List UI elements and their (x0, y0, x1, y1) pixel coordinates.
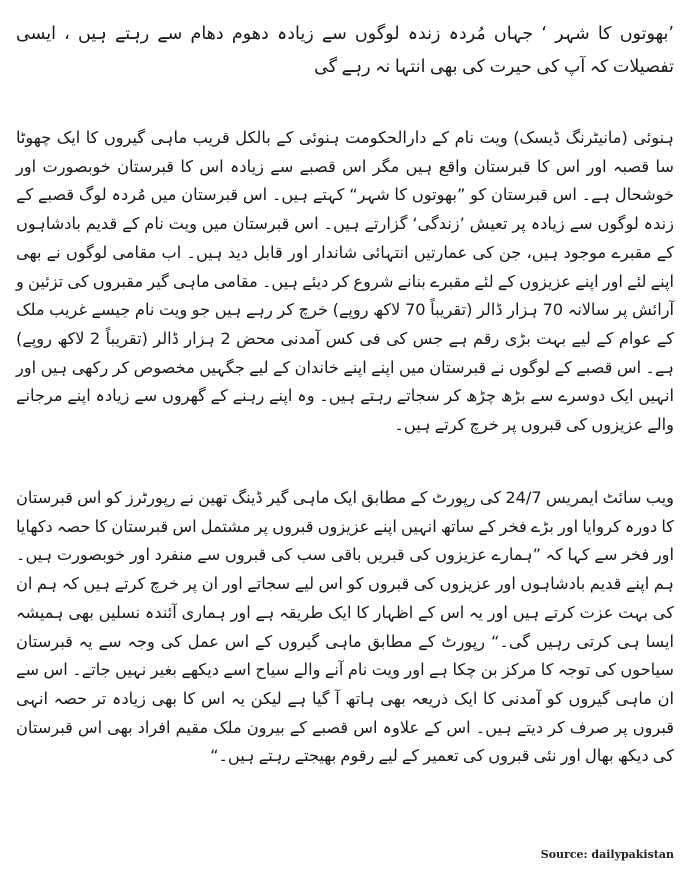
article-paragraph-2: ویب سائٹ ایمریس 24/7 کی رپورٹ کے مطابق ایک ماہی گیر ڈینگ تھین نے رپورٹرز کو اس قبرستان کا دورہ کروایا اور بڑے فخر کے ساتھ انہیں اپنے عزیزوں قبروں پر مشتمل اس قبرستان کا حصہ دکھایا اور فخر سے کہا کہ ”ہمارے عزیزوں کی قبریں باقی سب کی قبروں سے منفرد اور خوبصورت ہیں۔ ہم اپنے قدیم بادشاہوں اور عزیزوں کی قبروں کو اس لیے سجاتے اور ان پر خرچ کرتے ہیں کہ ہم ان کی بہت عزت کرتے ہیں اور یہ اس کے اظہار کا ایک طریقہ ہے اور ہماری آئندہ نسلیں بھی ہمیشہ ایسا ہی کرتی رہیں گی۔“ رپورٹ کے مطابق ماہی گیروں کے اس عمل کی وجہ سے یہ قبرستان سیاحوں کی توجہ کا مرکز بن چکا ہے اور ویت نام آنے والے سیاح اسے دیکھے بغیر نہیں جاتے۔ اس سے ان ماہی گیروں کو آمدنی کا ایک ذریعہ بھی ہاتھ آ گیا ہے لیکن یہ اس کا بھی زیادہ تر حصہ انہی قبروں پر صرف کر دیتے ہیں۔ اس کے علاوہ اس قصبے کے بیرون ملک مقیم افراد بھی اس قبرستان کی دیکھ بھال اور نئی قبروں کی تعمیر کے لیے رقوم بھیجتے رہتے ہیں۔“ (16, 488, 674, 766)
source-credit: Source: dailypakistan (540, 848, 674, 861)
article-paragraph-1: ہنوئی (مانیٹرنگ ڈیسک) ویت نام کے دارالحکومت ہنوئی کے بالکل قریب ماہی گیروں کا ایک چھوٹا سا قصبہ اور اس کا قبرستان واقع ہیں مگر اس قصبے سے زیادہ اس کا قبرستان خوبصورت اور خوشحال ہے۔ اس قبرستان کو ”بھوتوں کا شہر“ کہتے ہیں۔ اس قبرستان میں مُردہ لوگ قصبے کے زندہ لوگوں سے زیادہ پر تعیش ’زندگی‘ گزارتے ہیں۔ اس قبرستان میں ویت نام کے قدیم بادشاہوں کے مقبرے موجود ہیں، جن کی عمارتیں انتہائی شاندار اور قابل دید ہیں۔ اب مقامی لوگوں نے بھی اپنے لئے اور اپنے عزیزوں کے لئے مقبرے بنانے شروع کر دیئے ہیں۔ مقامی ماہی گیر مقبروں کی تزئین و آرائش پر سالانہ 70 ہزار ڈالر (تقریباً 70 لاکھ روپے) خرچ کر رہے ہیں جو ویت نام جیسے غریب ملک کے عوام کے لیے بہت بڑی رقم ہے جس کی فی کس آمدنی محض 2 ہزار ڈالر (تقریباً 2 لاکھ روپے) ہے۔ اس قصبے کے لوگوں نے قبرستان میں اپنے اپنے خاندان کے لیے جگہیں مخصوص کر رکھی ہیں اور انہیں ایک دوسرے سے بڑھ چڑھ کر سجاتے رہتے ہیں۔ وہ اپنے رہنے کے گھروں سے زیادہ اپنے مرجانے والے عزیزوں کی قبروں پر خرچ کرتے ہیں۔ (16, 128, 675, 435)
article-headline: ’بھوتوں کا شہر ‘ جہاں مُردہ زندہ لوگوں سے زیادہ دھوم دھام سے رہتے ہیں ، ایسی تفصیلات کہ آپ کی حیرت کی بھی انتہا نہ رہے گی (16, 24, 674, 77)
